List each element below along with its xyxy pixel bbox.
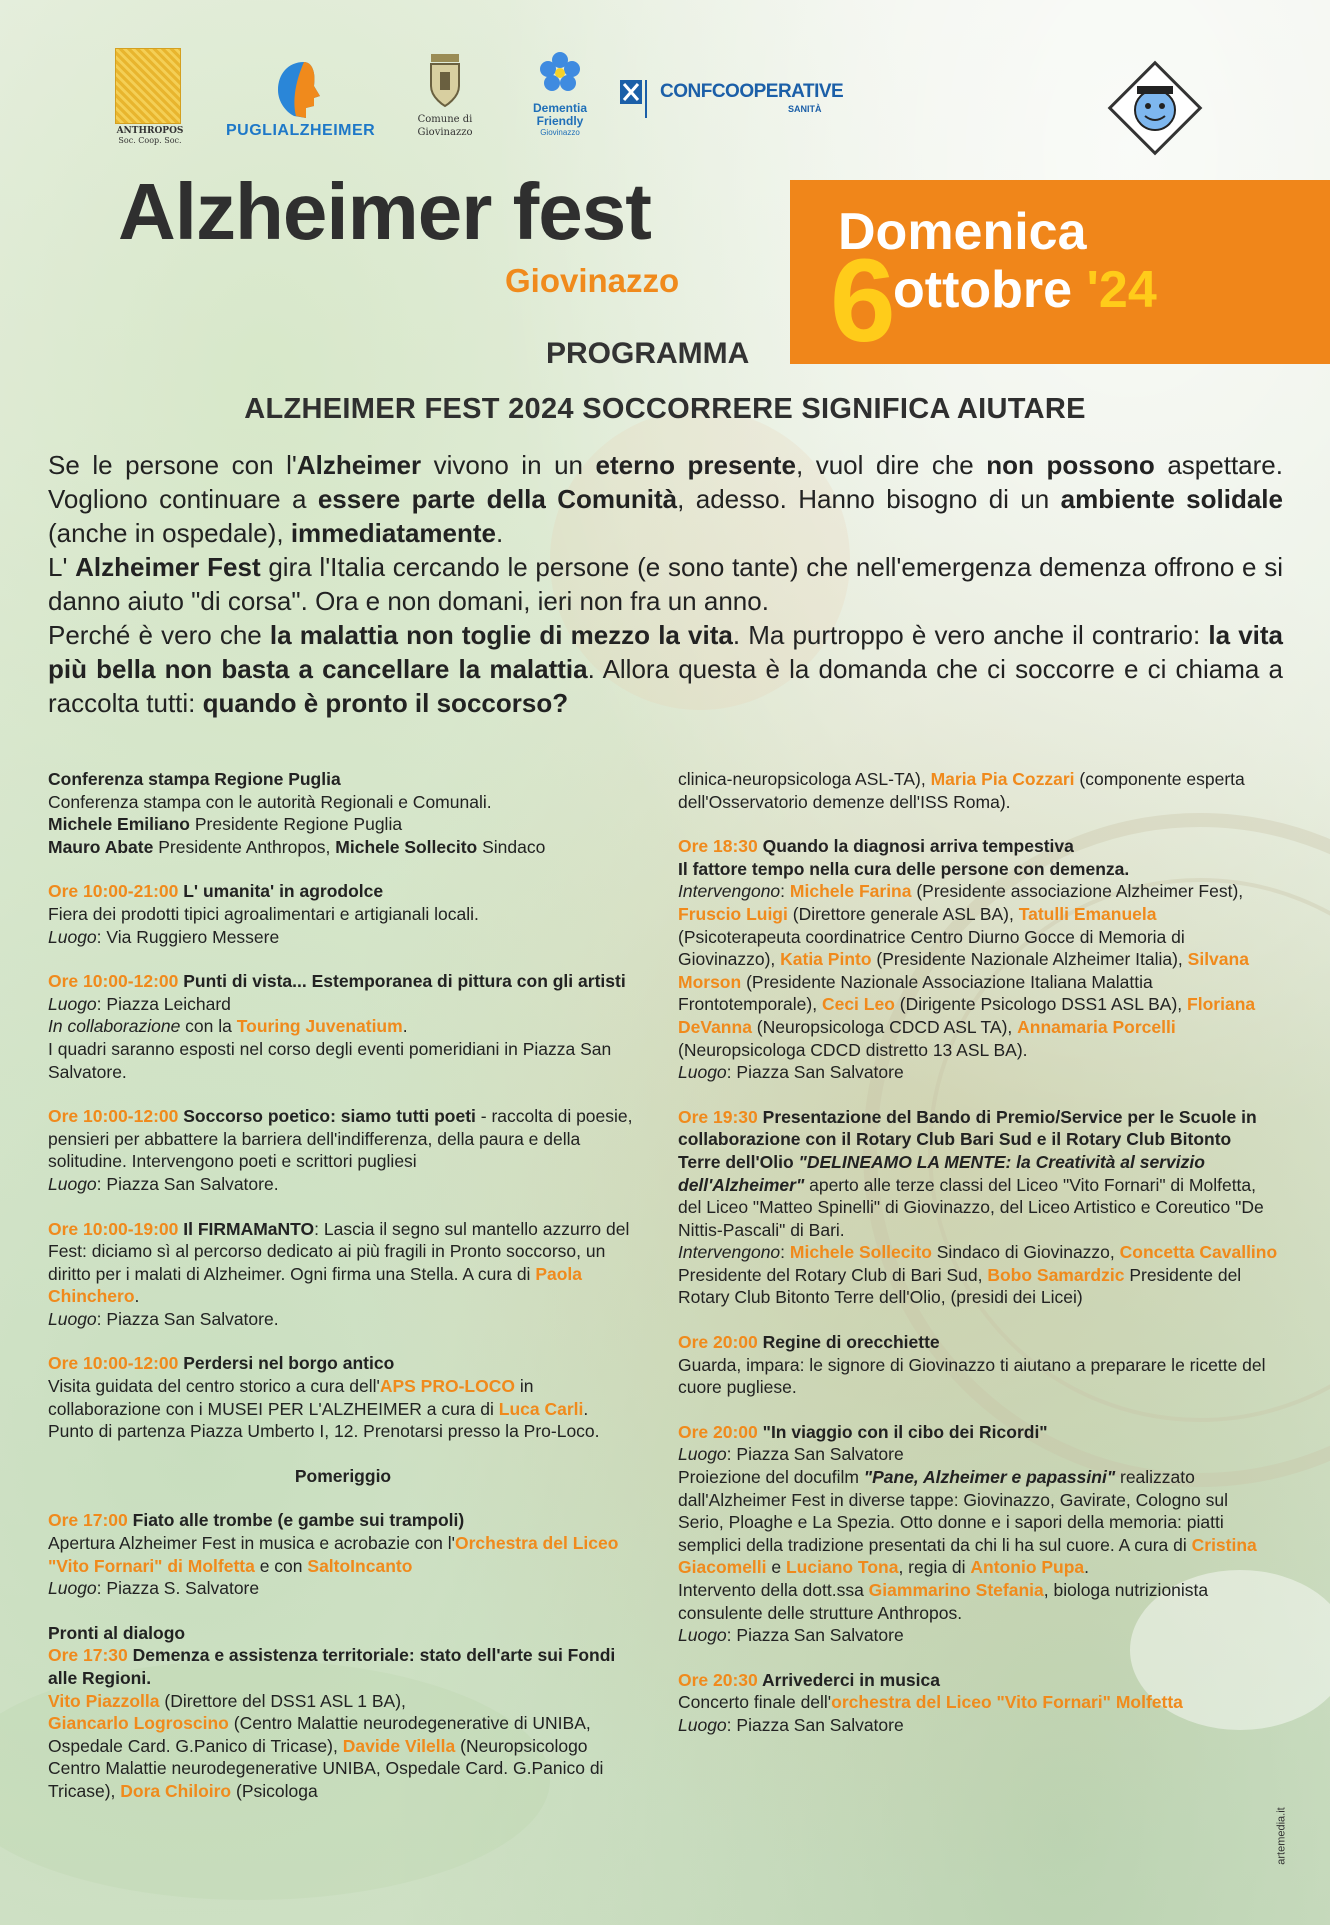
event-text: Sindaco di Giovinazzo, (931, 1242, 1120, 1263)
event-text: : Piazza San Salvatore (726, 1062, 904, 1083)
event-text: (Neuropsicologo Centro Malattie neurodegenerative UNIBA, Ospedale Card. G.Panico di Tricase), (48, 1735, 604, 1801)
highlight-text: Antonio Pupa (970, 1557, 1085, 1578)
intro-text-run: aspettare. Vogliono continuare a (48, 450, 1283, 514)
highlight-text: SaltoIncanto (307, 1555, 413, 1576)
bold-text: Perdersi nel borgo antico (178, 1353, 395, 1374)
event-line (48, 970, 638, 993)
highlight-text: Ore 10:00-19:00 (48, 1218, 179, 1239)
print-credit (1275, 1780, 1313, 1900)
highlight-text: Ore 19:30 (678, 1106, 758, 1127)
bold-text: Conferenza stampa Regione Puglia (48, 769, 341, 789)
event-text: Luogo (48, 926, 97, 947)
highlight-text: Paola Chinchero (48, 1263, 583, 1307)
event-line (678, 1061, 1278, 1084)
event-line (48, 1308, 638, 1331)
event-text: Luogo (48, 1173, 97, 1194)
event-line (48, 768, 638, 791)
bold-text: Regine di orecchiette (757, 1332, 940, 1353)
event-text: Guarda, impara: le signore di Giovinazzo ti aiutano a preparare le ricette del cuore pugliese. (678, 1354, 1266, 1398)
highlight-text: Ore 18:30 (678, 836, 758, 857)
event-text: (Direttore generale ASL BA), (787, 903, 1019, 924)
event-line (678, 1669, 1278, 1692)
intro-text-run: . Allora questa è la domanda che ci soccorre e ci chiama a raccolta tutti: (48, 654, 1283, 718)
highlight-text: Vito Piazzolla (48, 1690, 160, 1711)
highlight-text: Fruscio Luigi (678, 903, 788, 924)
event-text: Sindaco (477, 836, 546, 857)
event-line (678, 1443, 1278, 1466)
bold-text: Mauro Abate (48, 836, 154, 857)
bold-text: "In viaggio con il cibo dei Ricordi" (757, 1421, 1048, 1442)
anthropos-logo-name: ANTHROPOS (116, 126, 184, 136)
intro-emphasis: ambiente solidale (1060, 484, 1283, 514)
highlight-text: Katia Pinto (780, 949, 872, 970)
event-text: Luogo (678, 1714, 727, 1735)
event-text: Presidente del Rotary Club di Bari Sud, (678, 1264, 988, 1285)
event-text: Presidente del Rotary Club Bitonto Terre dell'Olio, (presidi dei Licei) (678, 1264, 1242, 1308)
date-month: ottobre (893, 261, 1073, 319)
intro-text (48, 448, 1283, 720)
event-text: Luogo (48, 1308, 97, 1329)
event-line (48, 926, 638, 949)
event-text: : Piazza San Salvatore (726, 1625, 904, 1646)
program-event (678, 768, 1278, 813)
event-text: Luogo (48, 1578, 97, 1599)
dementia-friendly-logo (520, 48, 600, 148)
event-line (48, 813, 638, 836)
event-line (678, 1241, 1278, 1309)
credit-text: artemedia.it (1275, 1807, 1288, 1865)
program-event (48, 1465, 638, 1488)
highlight-text: Floriana DeVanna (678, 994, 1256, 1037)
bold-text: "Pane, Alzheimer e papassini" (863, 1467, 1116, 1488)
bold-text: Quando la diagnosi arriva tempestiva (757, 836, 1074, 857)
intro-paragraph-2 (48, 550, 1283, 618)
confcoop-logo-text: CONFCOOPERATIVE (660, 81, 844, 102)
event-text: . (402, 1016, 408, 1037)
program-event (678, 1669, 1278, 1737)
program-event (678, 1421, 1278, 1647)
event-text: (Dirigente Psicologo DSS1 ASL BA), (894, 994, 1188, 1015)
event-text: aperto alle terze classi del Liceo "Vito Fornari" di Molfetta, del Liceo "Matteo Spinelli" di Giovinazzo, del Liceo Artistico e Coreutico "De Nittis-Pascali" di Bari. (678, 1174, 1264, 1240)
event-location: Giovinazzo (505, 262, 680, 299)
highlight-text: Ceci Leo (821, 994, 895, 1015)
event-line (678, 1624, 1278, 1647)
highlight-text: Touring Juvenatium (236, 1016, 403, 1037)
alzheimer-fest-badge-icon (1105, 58, 1205, 158)
intro-text-run: Se le persone con l' (48, 450, 297, 480)
bold-text: Fiato alle trombe (e gambe sui trampoli) (127, 1510, 465, 1531)
forget-me-not-icon (535, 48, 585, 98)
event-text: Luogo (48, 993, 97, 1014)
intro-emphasis: non possono (986, 450, 1155, 480)
intro-text-run: gira l'Italia cercando le persone (e sono tante) che nell'emergenza demenza offrono e si danno aiuto "di corsa". Ora e non domani, ieri non fra un anno. (48, 552, 1283, 616)
intro-emphasis: la vita più bella non basta a cancellare la malattia (48, 620, 1283, 684)
event-text: (Psicoterapeuta coordinatrice Centro Diurno Gocce di Memoria di Giovinazzo), (678, 926, 1185, 970)
bold-text: Soccorso poetico: siamo tutti poeti (178, 1106, 476, 1127)
event-text: : Piazza S. Salvatore (96, 1578, 260, 1599)
event-line (678, 1579, 1278, 1624)
event-text: In collaborazione (48, 1016, 181, 1037)
highlight-text: Concetta Cavallino (1119, 1242, 1278, 1263)
event-line (48, 1577, 638, 1600)
event-line (48, 880, 638, 903)
highlight-text: Ore 20:00 (678, 1421, 758, 1442)
confcoop-logo-sub: SANITÀ (788, 104, 822, 114)
bold-text: Pronti al dialogo (48, 1622, 186, 1643)
highlight-text: Ore 10:00-12:00 (48, 1106, 179, 1127)
event-line (48, 836, 638, 859)
event-text: . Punto di partenza Piazza Umberto I, 12. Prenotarsi presso la Pro-Loco. (48, 1398, 600, 1442)
event-text: . (134, 1286, 140, 1307)
highlight-text: Maria Pia Cozzari (930, 769, 1075, 789)
event-text: (Neuropsicologa CDCD distretto 13 ASL BA). (678, 1039, 1028, 1060)
programma-heading: PROGRAMMA (546, 337, 750, 370)
event-text: Concerto finale dell' (678, 1692, 832, 1713)
program-event (48, 1218, 638, 1331)
bold-text: Michele Emiliano (48, 814, 190, 835)
highlight-text: Ore 17:00 (48, 1510, 128, 1531)
highlight-text: Ore 20:30 (678, 1669, 758, 1690)
highlight-text: Ore 20:00 (678, 1332, 758, 1353)
event-line (678, 1466, 1278, 1579)
highlight-text: Dora Chiloiro (120, 1780, 232, 1801)
event-text: Conferenza stampa con le autorità Regionali e Comunali. (48, 791, 492, 812)
highlight-text: Cristina Giacomelli (678, 1534, 1257, 1578)
highlight-text: Silvana Morson (678, 949, 1249, 992)
event-text: Proiezione del docufilm (678, 1467, 864, 1488)
bold-text: Il FIRMAMaNTO (178, 1218, 315, 1239)
event-text: Intervengono (678, 1242, 781, 1263)
event-line (48, 1038, 638, 1083)
intro-emphasis: Alzheimer (296, 450, 422, 480)
event-text: Luogo (678, 1062, 727, 1083)
bold-text: Michele Sollecito (335, 836, 478, 857)
intro-emphasis: immediatamente (290, 518, 497, 548)
event-text: : Via Ruggiero Messere (96, 926, 280, 947)
event-text: Presidente Anthropos, (153, 836, 336, 857)
program-event (48, 768, 638, 858)
intro-emphasis: eterno presente (595, 450, 796, 480)
event-text: : Piazza San Salvatore. (96, 1308, 279, 1329)
event-text: : (780, 881, 790, 902)
event-text: clinica-neuropsicologa ASL-TA), (678, 769, 931, 789)
bold-text: Punti di vista... Estemporanea di pittura con gli artisti (178, 971, 626, 992)
event-text: Apertura Alzheimer Fest in musica e acrobazie con l' (48, 1533, 455, 1554)
event-line (48, 1509, 638, 1532)
intro-text-run: , vuol dire che (795, 450, 987, 480)
dementia-logo-line3: Giovinazzo (540, 128, 580, 137)
highlight-text: Tatulli Emanuela (1018, 903, 1157, 924)
event-line (48, 791, 638, 814)
event-text: Luogo (678, 1444, 727, 1465)
event-text: : Piazza San Salvatore (726, 1714, 904, 1735)
event-text: con la (180, 1016, 237, 1037)
program-column-right (678, 768, 1278, 1759)
intro-text-run: (anche in ospedale), (48, 518, 291, 548)
date-day: Domenica (838, 203, 1087, 261)
date-year: '24 (1086, 261, 1157, 319)
bold-text: Pomeriggio (294, 1465, 392, 1486)
event-text: - raccolta di poesie, pensieri per abbattere la barriera dell'indifferenza, della paura e della solitudine. Intervengono poeti e scrittori pugliesi (48, 1106, 633, 1172)
puglialzheimer-logo-text: PUGLIALZHEIMER (226, 122, 376, 139)
program-event (48, 970, 638, 1083)
event-text: Presidente Regione Puglia (189, 814, 403, 835)
event-text: : Piazza San Salvatore. (96, 1173, 279, 1194)
associazione-alzheimer-fest-logo (1105, 58, 1205, 158)
event-line (678, 1421, 1278, 1444)
intro-emphasis: quando è pronto il soccorso? (202, 688, 569, 718)
event-text: (Centro Malattie neurodegenerative di UNIBA, Ospedale Card. G.Panico di Tricase), (48, 1713, 591, 1756)
event-text: Fiera dei prodotti tipici agroalimentari e artigianali locali. (48, 903, 479, 924)
fest-theme-title: ALZHEIMER FEST 2024 SOCCORRERE SIGNIFICA AIUTARE (244, 393, 1086, 425)
program-event (48, 1509, 638, 1599)
highlight-text: orchestra del Liceo "Vito Fornari" Molfetta (831, 1692, 1183, 1713)
highlight-text: Ore 10:00-21:00 (48, 881, 179, 902)
coat-of-arms-icon (425, 52, 465, 108)
anthropos-logo (115, 48, 185, 148)
event-text: . (1084, 1557, 1090, 1578)
highlight-text: Orchestra del Liceo "Vito Fornari" di Molfetta (48, 1533, 619, 1576)
highlight-text: Luciano Tona (785, 1557, 899, 1578)
event-line (48, 1622, 638, 1645)
bold-text: "DELINEAMO LA MENTE: la Creatività al servizio dell'Alzheimer" (678, 1151, 1205, 1195)
confcooperative-logo (618, 78, 848, 128)
event-line (678, 768, 1278, 813)
event-line (678, 1331, 1278, 1354)
event-text: : (780, 1242, 790, 1263)
event-line (678, 1691, 1278, 1714)
highlight-text: Ore 17:30 (48, 1645, 128, 1666)
program-column-left (48, 768, 638, 1825)
program-event (678, 1331, 1278, 1399)
event-line (48, 1218, 638, 1308)
date-number: 6 (830, 235, 896, 367)
event-line (48, 993, 638, 1016)
event-text: (Presidente Nazionale Alzheimer Italia), (871, 949, 1188, 970)
dementia-logo-line1: Dementia (532, 101, 588, 115)
highlight-text: APS PRO-LOCO (379, 1376, 515, 1397)
event-text: (Psicologa (231, 1780, 318, 1801)
bold-text: Arrivederci in musica (757, 1669, 940, 1690)
bold-text: Demenza e assistenza territoriale: stato dell'arte sui Fondi alle Regioni. (48, 1645, 616, 1688)
event-line (678, 1106, 1278, 1242)
intro-emphasis: Alzheimer Fest (75, 552, 261, 582)
highlight-text: Annamaria Porcelli (1017, 1016, 1176, 1037)
comune-giovinazzo-logo (410, 52, 480, 152)
event-text: realizzato dall'Alzheimer Fest in diverse tappe: Giovinazzo, Gavirate, Cologno sul Serio, Ploaghe e La Spezia. Otto donne e i sapori della memoria: piatti semplici della tradizione presentati da chi li ha sul cuore. A cura di (678, 1467, 1228, 1555)
event-line (48, 1712, 638, 1802)
event-line (48, 1352, 638, 1375)
intro-text-run: vivono in un (421, 450, 596, 480)
event-line (48, 1690, 638, 1713)
program-event (48, 1352, 638, 1442)
anthropos-logo-sub: Soc. Coop. Soc. (118, 136, 182, 145)
comune-logo-line2: Giovinazzo (417, 127, 473, 138)
event-line (48, 903, 638, 926)
event-text: (Presidente associazione Alzheimer Fest), (911, 881, 1244, 902)
intro-paragraph-1 (48, 448, 1283, 550)
intro-text-run: . (496, 518, 504, 548)
event-text: Intervengono (678, 881, 781, 902)
event-text: : Piazza San Salvatore (726, 1444, 904, 1465)
event-line (48, 1644, 638, 1689)
event-line (678, 880, 1278, 1061)
date-month-year (893, 260, 1157, 320)
highlight-text: Michele Sollecito (789, 1242, 932, 1263)
intro-paragraph-3 (48, 618, 1283, 720)
event-title: Alzheimer fest (118, 167, 651, 256)
event-line (678, 835, 1278, 858)
highlight-text: Bobo Samardzic (987, 1264, 1125, 1285)
event-text: Intervento della dott.ssa (678, 1580, 869, 1600)
program-event (678, 835, 1278, 1084)
bold-text: L' umanita' in agrodolce (178, 881, 384, 902)
event-text: : Piazza Leichard (96, 993, 231, 1014)
event-line (678, 1714, 1278, 1737)
program-event (678, 1106, 1278, 1309)
event-line (48, 1532, 638, 1577)
event-line (48, 1465, 638, 1488)
intro-emphasis: essere parte della Comunità (317, 484, 678, 514)
event-text: e con (254, 1555, 308, 1576)
highlight-text: Giancarlo Logroscino (48, 1713, 229, 1734)
event-text: , regia di (898, 1557, 971, 1578)
event-line (48, 1105, 638, 1173)
intro-text-run: , adesso. Hanno bisogno di un (677, 484, 1061, 514)
bold-text: Il fattore tempo nella cura delle persone con demenza. (678, 858, 1130, 879)
event-text: e (766, 1557, 786, 1578)
highlight-text: Luca Carli (498, 1398, 584, 1419)
event-line (678, 1354, 1278, 1399)
event-text: , biologa nutrizionista consulente delle strutture Anthropos. (678, 1580, 1209, 1623)
event-text: (Direttore del DSS1 ASL 1 BA), (159, 1690, 406, 1711)
confcoop-mark-icon (618, 78, 654, 118)
head-profile-icon (274, 60, 334, 120)
bold-text: Presentazione del Bando di Premio/Service per le Scuole in collaborazione con il Rotary Club Bari Sud e il Rotary Club Bitonto Terre dell'Olio (678, 1106, 1257, 1172)
dementia-logo-line2: Friendly (536, 114, 584, 128)
event-text: in collaborazione con i MUSEI PER L'ALZHEIMER a cura di (48, 1376, 534, 1419)
highlight-text: Michele Farina (789, 881, 912, 902)
event-line (48, 1375, 638, 1443)
event-line (678, 858, 1278, 881)
intro-text-run: . Ma purtroppo è vero anche il contrario: (732, 620, 1209, 650)
event-text: Visita guidata del centro storico a cura dell' (48, 1376, 380, 1397)
event-text: (componente esperta dell'Osservatorio demenze dell'ISS Roma). (678, 769, 1245, 812)
event-text: (Presidente Nazionale Associazione Italiana Malattia Frontotemporale), (678, 971, 1153, 1015)
intro-text-run: L' (48, 552, 76, 582)
puglialzheimer-logo (222, 60, 392, 145)
program-event (48, 1105, 638, 1195)
date-banner (790, 180, 1330, 367)
event-text: I quadri saranno esposti nel corso degli eventi pomeridiani in Piazza San Salvatore. (48, 1038, 612, 1082)
comune-logo-line1: Comune di (417, 114, 473, 125)
event-text: Luogo (678, 1625, 727, 1646)
intro-emphasis: la malattia non toglie di mezzo la vita (269, 620, 733, 650)
event-line (48, 1015, 638, 1038)
event-line (48, 1173, 638, 1196)
program-event (48, 880, 638, 948)
intro-text-run: Perché è vero che (48, 620, 270, 650)
event-text: (Neuropsicologa CDCD ASL TA), (751, 1016, 1018, 1037)
event-text: : Lascia il segno sul mantello azzurro del Fest: diciamo sì al percorso dedicato ai più fragili in Pronto soccorso, un diritto per i malati di Alzheimer. Ogni firma una Stella. A cura di (48, 1218, 630, 1284)
program-event (48, 1622, 638, 1803)
highlight-text: Davide Vilella (342, 1735, 456, 1756)
highlight-text: Ore 10:00-12:00 (48, 1353, 179, 1374)
anthropos-logo-mark (115, 48, 181, 124)
highlight-text: Ore 10:00-12:00 (48, 971, 179, 992)
highlight-text: Giammarino Stefania (868, 1580, 1044, 1600)
